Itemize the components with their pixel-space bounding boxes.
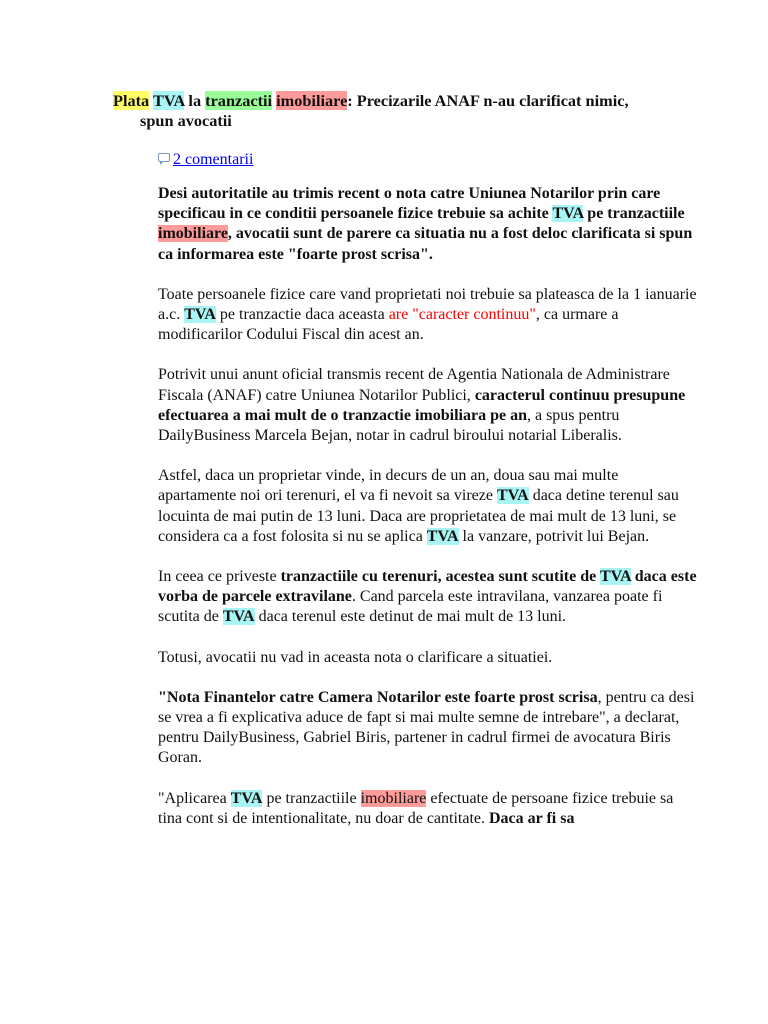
paragraph: Totusi, avocatii nu vad in aceasta nota o clarificare a situatiei. [158,648,553,666]
tva-highlight: TVA [426,527,459,545]
tva-highlight: TVA [230,789,263,807]
quote-paragraph: "Aplicarea TVA pe tranzactiile imobiliare efectuate de persoane fizice trebuie sa tina cont si de intentionalitate, nu doar de cantitate. Daca ar fi sa [158,789,674,827]
comments-link-row [158,150,253,170]
paragraph: Potrivit unui anunt oficial transmis recent de Agentia Nationala de Administrare Fiscala (ANAF) catre Uniunea Notarilor Publici, caracterul continuu presupune efectuarea a mai mult de o tranzactie imobiliara pe an, a spus pentru DailyBusiness Marcela Bejan, notar in cadrul biroului notarial Liberalis. [158,366,686,445]
title-word-imobiliare: imobiliare [276,91,348,110]
tva-highlight: TVA [599,568,631,586]
article-title [113,91,713,131]
red-emphasis: are "caracter continuu" [388,306,536,324]
tva-highlight: TVA [496,487,529,505]
title-text: spun avocatii [140,111,232,130]
title-text: : Precizarile ANAF n-au clarificat nimic, [347,91,629,110]
comments-link[interactable]: 2 comentarii [173,151,254,168]
title-word-plata: Plata [113,91,150,110]
paragraph: Toate persoanele fizice care vand proprietati noi trebuie sa plateasca de la 1 ianuarie a.c. TVA pe tranzactie daca aceasta are "caracter continuu", ca urmare a modificarilor Codului Fiscal din acest an. [158,285,697,344]
tva-highlight: TVA [552,205,584,223]
paragraph: In ceea ce priveste tranzactiile cu terenuri, acestea sunt scutite de TVA daca este vorba de parcele extravilane. Cand parcela este intravilana, vanzarea poate fi scutita de TVA daca terenul este detinut de mai mult de 13 luni. [158,568,697,626]
tva-highlight: TVA [184,306,216,324]
imobiliare-highlight: imobiliare [158,225,228,243]
title-text: la [184,91,206,110]
title-word-tva: TVA [152,91,185,110]
tva-highlight: TVA [222,608,255,626]
lead-paragraph: Desi autoritatile au trimis recent o nota catre Uniunea Notarilor prin care specificau in ce conditii persoanele fizice trebuie sa achite TVA pe tranzactiile imobiliare, avocatii sunt de parere ca situatia nu a fost deloc clarificata si spun ca informarea este "foarte prost scrisa". [158,185,693,263]
comment-icon [158,153,170,162]
article-body [158,184,698,849]
imobiliare-highlight: imobiliare [360,789,427,807]
quote-paragraph: "Nota Finantelor catre Camera Notarilor este foarte prost scrisa, pentru ca desi se vrea a fi explicativa aduce de fapt si mai multe semne de intrebare", a declarat, pentru DailyBusiness, Gabriel Biris, partener in cadrul firmei de avocatura Biris Goran. [158,688,695,767]
paragraph: Astfel, daca un proprietar vinde, in decurs de un an, doua sau mai multe apartamente noi ori terenuri, el va fi nevoit sa vireze TVA daca detine terenul sau locuinta de mai putin de 13 luni. Daca are proprietatea de mai mult de 13 luni, se considera ca a fost folosita si nu se aplica TVA la vanzare, potrivit lui Bejan. [158,467,679,545]
title-word-tranzactii: tranzactii [205,91,273,110]
